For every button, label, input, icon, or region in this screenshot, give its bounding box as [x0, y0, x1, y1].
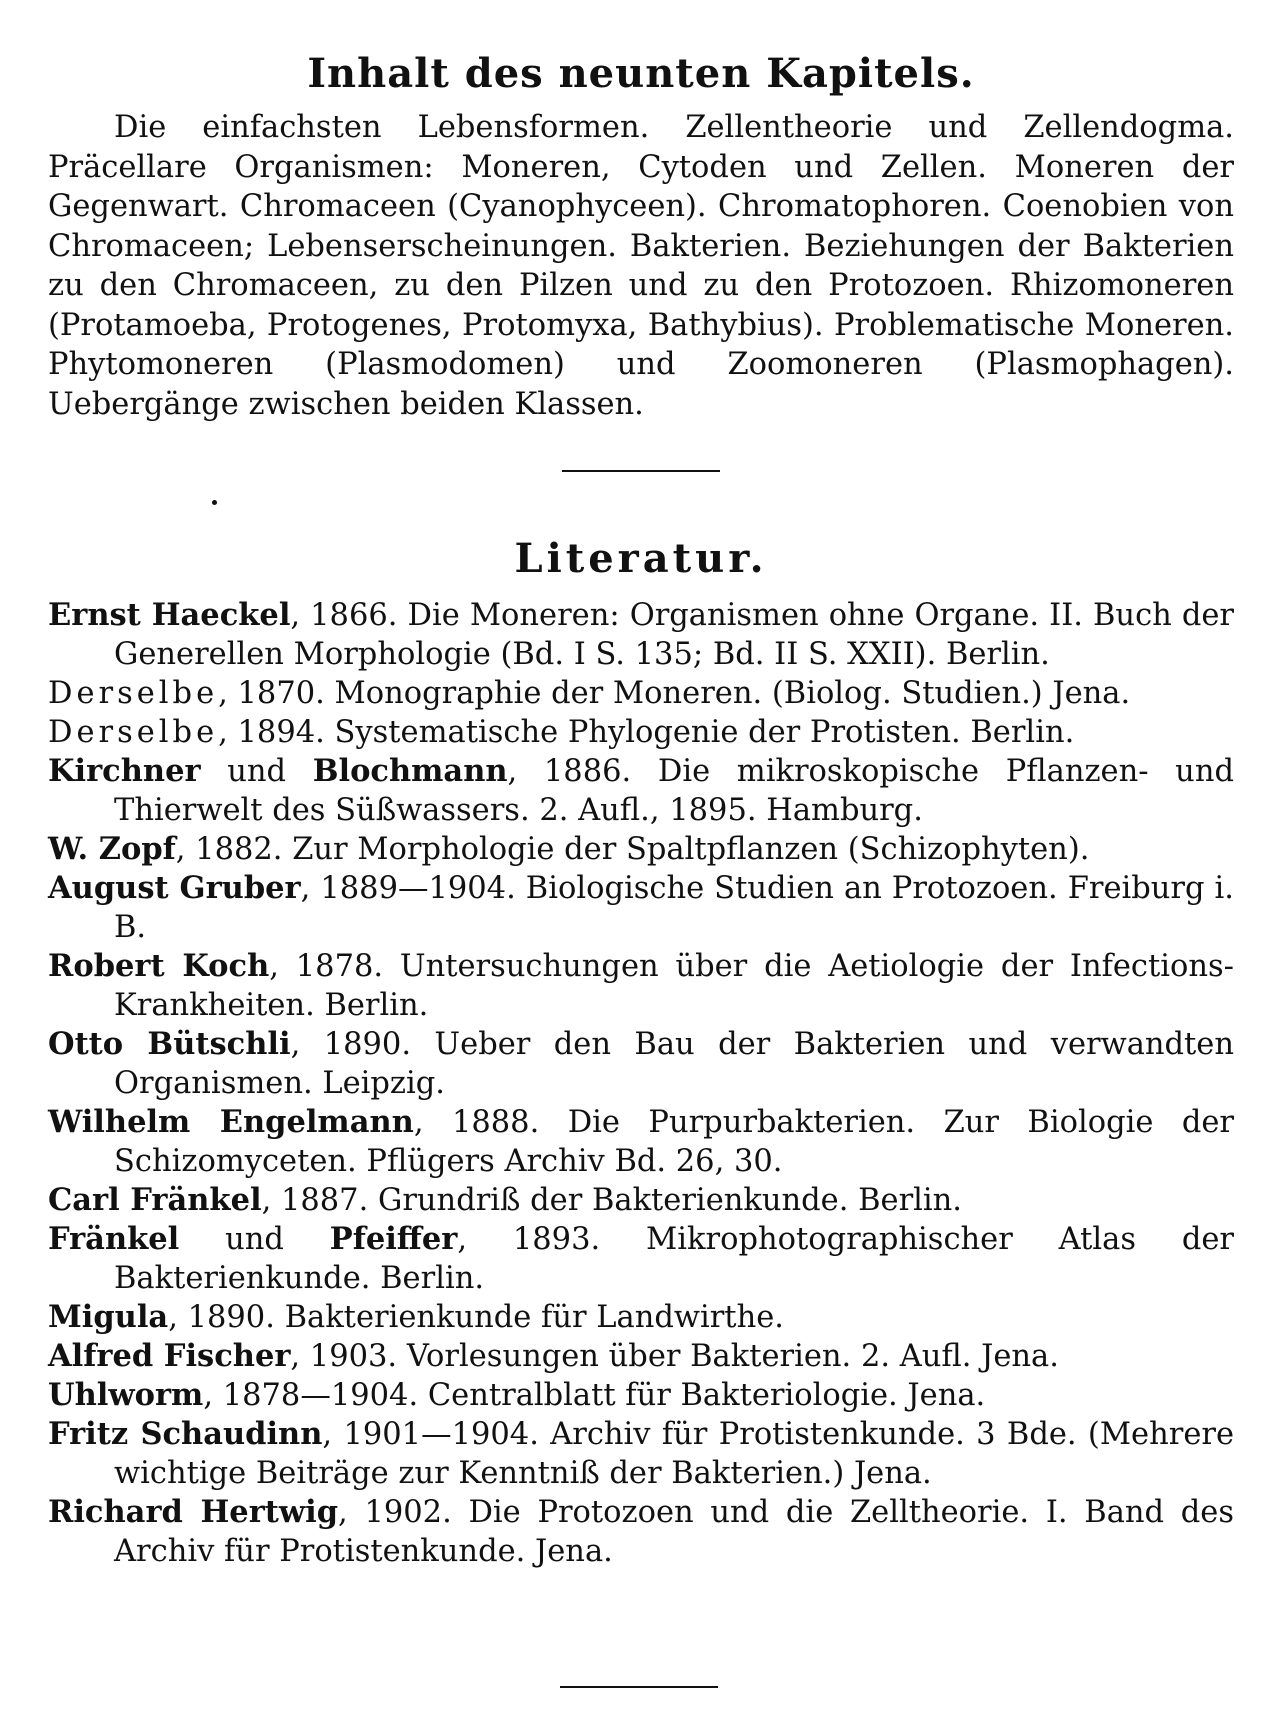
reference-text: , 1890. Ueber den Bau der Bakterien und verwandten Organismen. Leipzig. — [114, 1027, 1234, 1101]
chapter-title: Inhalt des neunten Kapitels. — [307, 50, 975, 97]
reference-author-spaced: Derselbe — [48, 715, 219, 750]
reference-entry — [48, 1025, 1234, 1103]
reference-text: , 1886. Die mikroskopische Pflanzen- und Thierwelt des Süßwassers. 2. Aufl., 1895. Hamburg. — [114, 754, 1234, 828]
reference-text: , 1887. Grundriß der Bakterienkunde. Berlin. — [261, 1183, 963, 1218]
reference-entry — [48, 830, 1234, 869]
reference-entry — [48, 1337, 1234, 1376]
reference-entry — [48, 596, 1234, 674]
reference-entry — [48, 1220, 1234, 1298]
reference-conjunction: und — [200, 754, 313, 789]
stray-ink-dot — [212, 500, 217, 505]
reference-entry — [48, 1103, 1234, 1181]
reference-coauthor: Blochmann — [312, 753, 508, 789]
reference-text: , 1878—1904. Centralblatt für Bakteriologie. Jena. — [203, 1378, 986, 1413]
reference-author: Uhlworm — [48, 1377, 204, 1413]
reference-text: , 1893. Mikrophotographischer Atlas der Bakterienkunde. Berlin. — [114, 1222, 1234, 1296]
reference-author: Alfred Fischer — [48, 1338, 291, 1374]
reference-text: , 1888. Die Purpurbakterien. Zur Biologie der Schizomyceten. Pflügers Archiv Bd. 26, 30. — [114, 1105, 1234, 1179]
reference-entry — [48, 752, 1234, 830]
reference-author: Migula — [48, 1299, 169, 1335]
section-divider — [562, 470, 720, 472]
reference-author-spaced: Derselbe — [48, 676, 219, 711]
reference-text: , 1866. Die Moneren: Organismen ohne Organe. II. Buch der Generellen Morphologie (Bd. I S. 135; Bd. II S. XXII). Berlin. — [114, 598, 1234, 672]
reference-entry — [48, 1298, 1234, 1337]
reference-text: , 1889—1904. Biologische Studien an Protozoen. Freiburg i. B. — [114, 871, 1234, 945]
reference-coauthor: Pfeiffer — [329, 1221, 458, 1257]
reference-conjunction: und — [179, 1222, 330, 1257]
reference-author: Kirchner — [48, 753, 201, 789]
reference-author: Robert Koch — [48, 948, 270, 984]
reference-text: , 1870. Monographie der Moneren. (Biolog. Studien.) Jena. — [218, 676, 1131, 711]
page — [48, 40, 1234, 1571]
reference-entry — [48, 947, 1234, 1025]
reference-author: August Gruber — [48, 870, 301, 906]
reference-text: , 1902. Die Protozoen und die Zelltheorie. I. Band des Archiv für Protistenkunde. Jena. — [114, 1495, 1234, 1569]
chapter-summary: Die einfachsten Lebensformen. Zellentheorie und Zellendogma. Präcellare Organismen: Moneren, Cytoden und Zellen. Moneren der Gegenwart. Chromaceen (Cyanophyceen). Chromatophoren. Coenobien von Chromaceen; Lebenserscheinungen. Bakterien. Beziehungen der Bakterien zu den Chromaceen, zu den Pilzen und zu den Protozoen. Rhizomoneren (Protamoeba, Protogenes, Protomyxa, Bathybius). Problematische Moneren. Phytomoneren (Plasmodomen) und Zoomoneren (Plasmophagen). Uebergänge zwischen beiden Klassen. — [48, 110, 1234, 422]
reference-text: , 1890. Bakterienkunde für Landwirthe. — [168, 1300, 784, 1335]
reference-list — [48, 596, 1234, 1571]
reference-text: , 1882. Zur Morphologie der Spaltpflanzen (Schizophyten). — [175, 832, 1090, 867]
reference-author: Wilhelm Engelmann — [48, 1104, 414, 1140]
reference-entry — [48, 1376, 1234, 1415]
reference-entry — [48, 1493, 1234, 1571]
reference-author: W. Zopf — [48, 831, 176, 867]
reference-text: , 1901—1904. Archiv für Protistenkunde. 3 Bde. (Mehrere wichtige Beiträge zur Kenntniß der Bakterien.) Jena. — [114, 1417, 1234, 1491]
reference-entry — [48, 1415, 1234, 1493]
reference-author: Carl Fränkel — [48, 1182, 262, 1218]
reference-author: Ernst Haeckel — [48, 597, 291, 633]
reference-author: Otto Bütschli — [48, 1026, 291, 1062]
reference-text: , 1894. Systematische Phylogenie der Protisten. Berlin. — [218, 715, 1075, 750]
reference-entry — [48, 869, 1234, 947]
reference-entry — [48, 713, 1234, 752]
reference-entry — [48, 1181, 1234, 1220]
reference-author: Fränkel — [48, 1221, 180, 1257]
reference-text: , 1878. Untersuchungen über die Aetiologie der Infections-Krankheiten. Berlin. — [114, 949, 1234, 1023]
bottom-divider — [560, 1686, 718, 1688]
literature-heading: Literatur. — [514, 535, 768, 582]
reference-author: Richard Hertwig — [48, 1494, 339, 1530]
reference-author: Fritz Schaudinn — [48, 1416, 323, 1452]
reference-text: , 1903. Vorlesungen über Bakterien. 2. Aufl. Jena. — [290, 1339, 1059, 1374]
reference-entry — [48, 674, 1234, 713]
